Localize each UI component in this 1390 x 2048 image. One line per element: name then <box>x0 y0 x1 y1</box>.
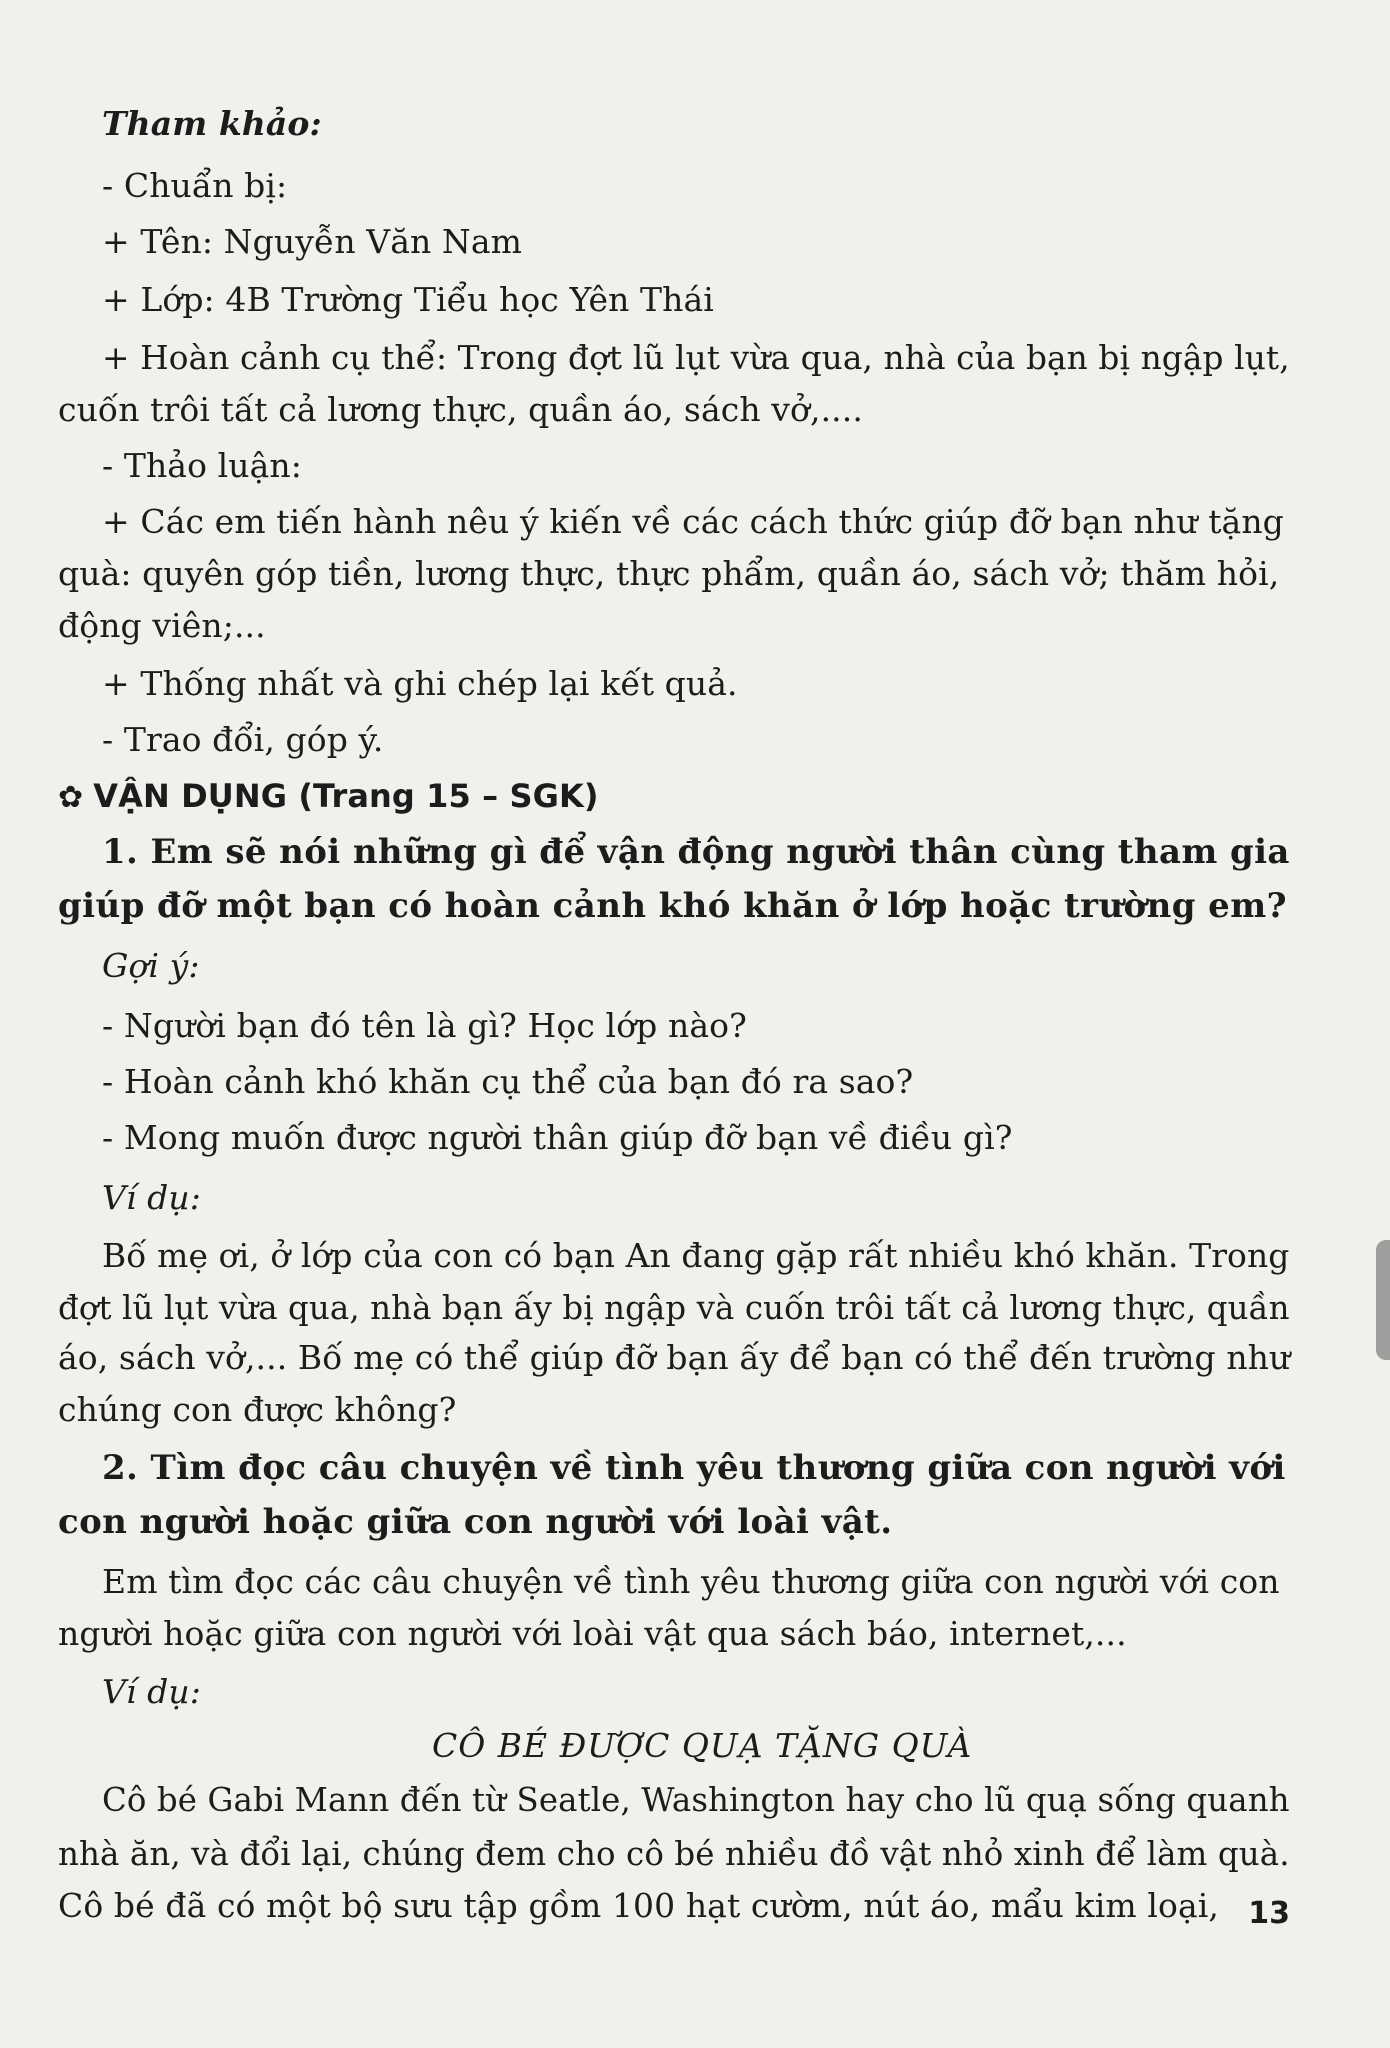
question-2-title: 2. Tìm đọc câu chuyện về tình yêu thương giữa con người với <box>102 1448 1286 1488</box>
text-line: + Thống nhất và ghi chép lại kết quả. <box>102 664 738 703</box>
story-title: CÔ BÉ ĐƯỢC QUẠ TẶNG QUÀ <box>432 1726 973 1765</box>
text-line: người hoặc giữa con người với loài vật qua sách báo, internet,... <box>58 1614 1127 1653</box>
text-line: - Thảo luận: <box>102 446 302 485</box>
text-line: Bố mẹ ơi, ở lớp của con có bạn An đang gặp rất nhiều khó khăn. Trong <box>102 1236 1290 1275</box>
hint-label: Gợi ý: <box>102 946 200 985</box>
text-line: - Chuẩn bị: <box>102 166 288 205</box>
text-line: quà: quyên góp tiền, lương thực, thực phẩm, quần áo, sách vở; thăm hỏi, <box>58 554 1280 593</box>
flower-bullet-icon: ✿ <box>58 780 84 815</box>
text-line: Cô bé đã có một bộ sưu tập gồm 100 hạt cườm, nút áo, mẩu kim loại, <box>58 1886 1219 1925</box>
text-line: + Các em tiến hành nêu ý kiến về các cách thức giúp đỡ bạn như tặng <box>102 502 1284 541</box>
section-heading <box>58 776 599 818</box>
text-line: + Tên: Nguyễn Văn Nam <box>102 222 523 261</box>
text-line: động viên;... <box>58 606 266 645</box>
text-line: cuốn trôi tất cả lương thực, quần áo, sách vở,.... <box>58 390 863 429</box>
page-number: 13 <box>1248 1896 1290 1931</box>
text-line: + Hoàn cảnh cụ thể: Trong đợt lũ lụt vừa qua, nhà của bạn bị ngập lụt, <box>102 338 1290 377</box>
reference-heading: Tham khảo: <box>102 104 322 143</box>
text-line: + Lớp: 4B Trường Tiểu học Yên Thái <box>102 280 714 319</box>
text-line: đợt lũ lụt vừa qua, nhà bạn ấy bị ngập và cuốn trôi tất cả lương thực, quần <box>58 1288 1290 1327</box>
question-1-title: 1. Em sẽ nói những gì để vận động người thân cùng tham gia <box>102 832 1290 872</box>
text-line: Cô bé Gabi Mann đến từ Seatle, Washington hay cho lũ quạ sống quanh <box>102 1780 1290 1819</box>
text-line: áo, sách vở,... Bố mẹ có thể giúp đỡ bạn ấy để bạn có thể đến trường như <box>58 1338 1291 1377</box>
text-line: - Mong muốn được người thân giúp đỡ bạn về điều gì? <box>102 1118 1013 1157</box>
text-line: - Trao đổi, góp ý. <box>102 720 384 759</box>
example-label: Ví dụ: <box>102 1178 201 1217</box>
text-line: nhà ăn, và đổi lại, chúng đem cho cô bé nhiều đồ vật nhỏ xinh để làm quà. <box>58 1834 1290 1873</box>
example-label: Ví dụ: <box>102 1672 201 1711</box>
section-heading-text: VẬN DỤNG (Trang 15 – SGK) <box>93 777 599 815</box>
text-line: - Người bạn đó tên là gì? Học lớp nào? <box>102 1006 747 1045</box>
question-1-title-cont: giúp đỡ một bạn có hoàn cảnh khó khăn ở lớp hoặc trường em? <box>58 886 1287 926</box>
page-edge-shadow <box>1376 1240 1390 1360</box>
text-line: - Hoàn cảnh khó khăn cụ thể của bạn đó ra sao? <box>102 1062 914 1101</box>
text-line: Em tìm đọc các câu chuyện về tình yêu thương giữa con người với con <box>102 1562 1280 1601</box>
question-2-title-cont: con người hoặc giữa con người với loài vật. <box>58 1502 893 1542</box>
text-line: chúng con được không? <box>58 1390 457 1429</box>
